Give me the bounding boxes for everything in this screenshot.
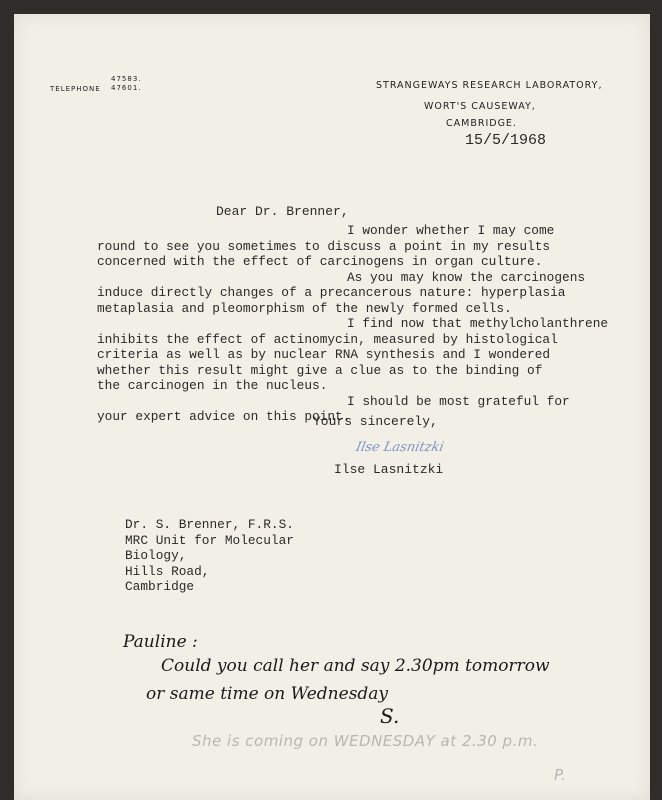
letter-date: 15/5/1968: [465, 132, 547, 149]
body-line: induce directly changes of a precancerous nature: hyperplasia: [97, 285, 566, 300]
body-line: whether this result might give a clue as to the binding of: [97, 362, 543, 378]
body-line: I find now that methylcholanthrene: [347, 316, 609, 331]
institution-name: STRANGEWAYS RESEARCH LABORATORY,: [376, 80, 603, 91]
address-line: Biology,: [125, 548, 187, 563]
handwritten-note-line: or same time on Wednesday: [146, 684, 389, 704]
letter-body: [97, 223, 609, 425]
telephone-number-2: 47601.: [111, 84, 142, 92]
handwritten-signature: Ilse Lasnitzki: [354, 440, 446, 455]
address-line: Cambridge: [125, 579, 195, 594]
address-line: Dr. S. Brenner, F.R.S.: [125, 517, 294, 532]
body-line: inhibits the effect of actinomycin, measured by histological: [97, 331, 558, 347]
body-line: As you may know the carcinogens: [347, 269, 586, 285]
handwritten-note-initial: S.: [380, 704, 400, 728]
signer-name: Ilse Lasnitzki: [334, 462, 444, 477]
telephone-number-1: 47583.: [111, 75, 142, 83]
body-line: round to see you sometimes to discuss a point in my results: [97, 238, 551, 254]
pencil-note-initial: P.: [554, 766, 566, 784]
institution-street: WORT'S CAUSEWAY,: [424, 101, 536, 112]
body-line: the carcinogen in the nucleus.: [97, 378, 328, 393]
institution-city: CAMBRIDGE.: [446, 118, 517, 129]
closing: Yours sincerely,: [313, 414, 438, 429]
body-line: criteria as well as by nuclear RNA synthesis and I wondered: [97, 347, 551, 362]
salutation: Dear Dr. Brenner,: [216, 204, 349, 219]
telephone-label: TELEPHONE: [50, 85, 101, 93]
body-line: your expert advice on this point.: [97, 409, 351, 424]
letter-page: [14, 14, 650, 800]
handwritten-note-line: Could you call her and say 2.30pm tomorrow: [161, 656, 550, 676]
body-line: concerned with the effect of carcinogens in organ culture.: [97, 254, 543, 269]
body-line: I should be most grateful for: [347, 393, 570, 409]
body-line: metaplasia and pleomorphism of the newly formed cells.: [97, 300, 512, 316]
body-line: I wonder whether I may come: [347, 223, 555, 238]
address-line: MRC Unit for Molecular: [125, 532, 294, 548]
address-line: Hills Road,: [125, 563, 210, 579]
handwritten-note-addressee: Pauline :: [123, 632, 198, 652]
pencil-note-line: She is coming on WEDNESDAY at 2.30 p.m.: [192, 732, 539, 750]
recipient-address: [125, 517, 294, 595]
